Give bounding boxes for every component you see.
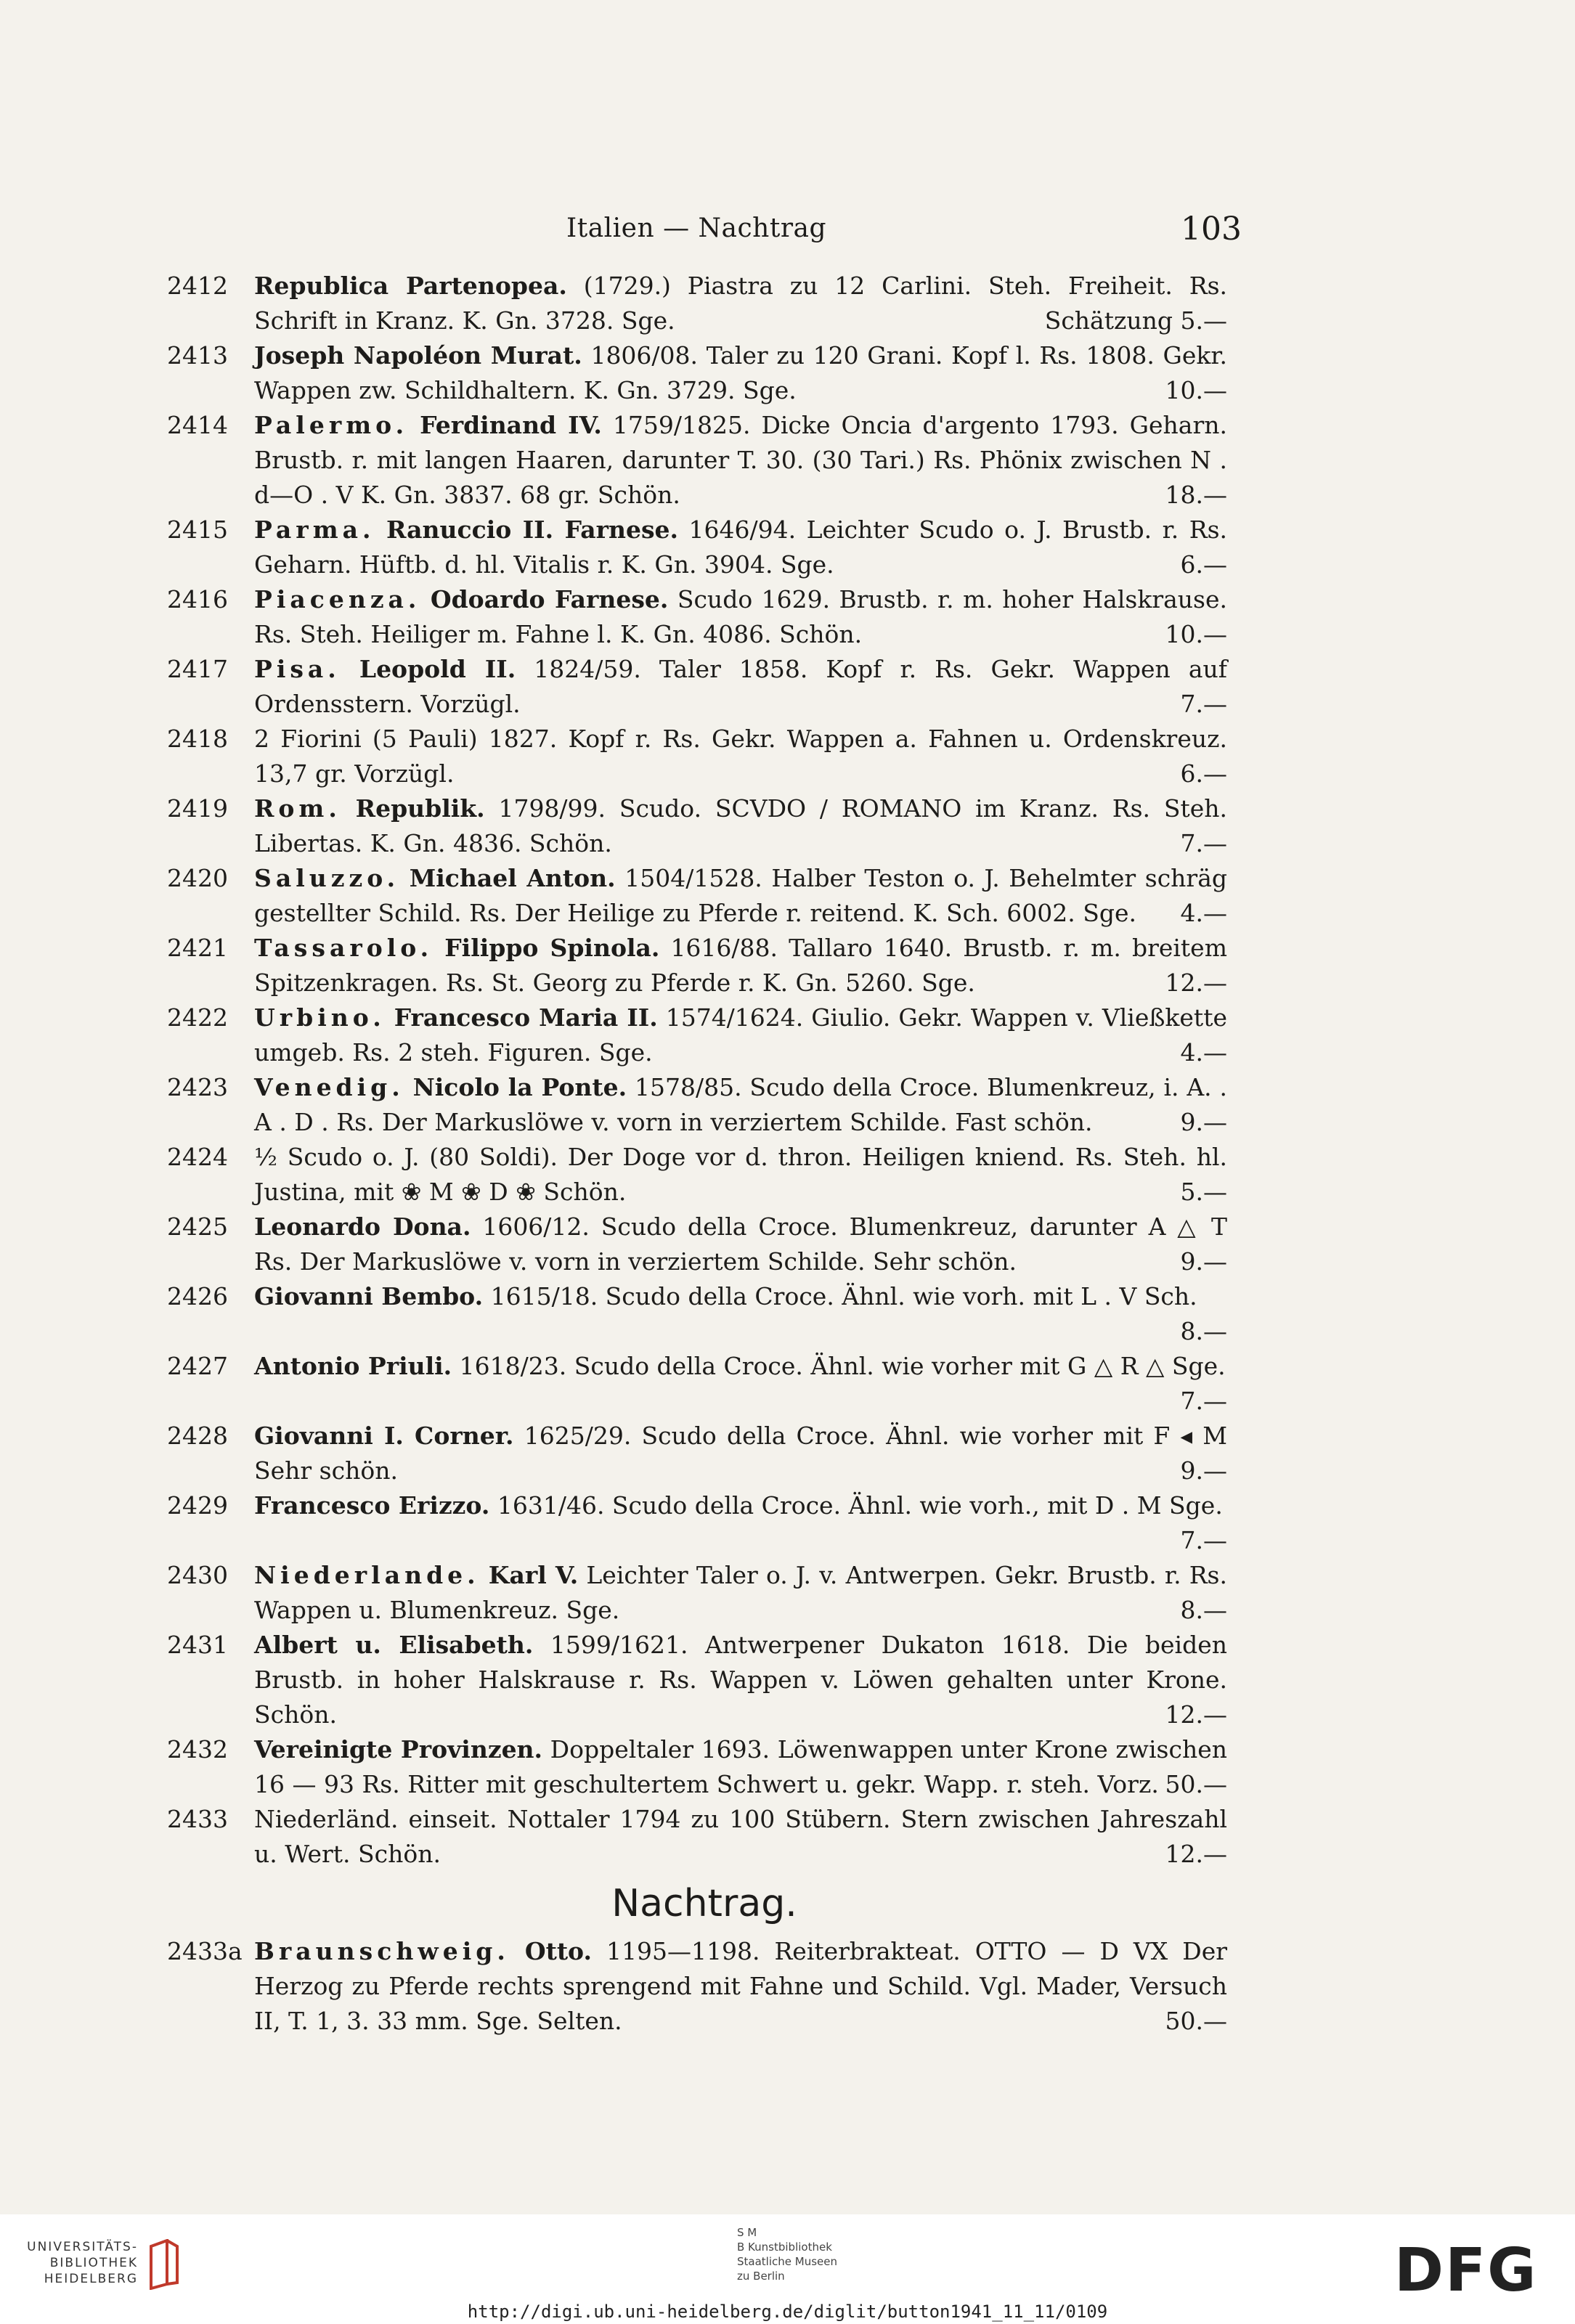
entry-description [254,1140,1227,1210]
entry-description [254,1628,1227,1732]
catalogue-entry [167,1934,1242,2039]
uni-logo-mark-icon [145,2239,182,2290]
estimate-price: 12.— [1165,1840,1227,1868]
entry-heading: Francesco Erizzo. [254,1491,490,1520]
entry-heading: Albert u. Elisabeth. [254,1631,534,1659]
catalogue-entry [167,1000,1242,1070]
catalogue-entry [167,1488,1242,1558]
estimate-price: 50.— [1165,1770,1227,1798]
catalogue-entry [167,1419,1242,1488]
catalogue-entry [167,1628,1242,1732]
lot-number: 2413 [167,341,228,370]
entry-description [254,1732,1227,1802]
catalogue-entry [167,1349,1242,1419]
catalogue-entry [167,338,1242,408]
lot-number: 2426 [167,1282,228,1310]
entry-heading: Joseph Napoléon Murat. [254,341,582,370]
lot-number: 2421 [167,934,228,962]
entry-ruler-name: Karl V. [479,1561,579,1589]
entry-heading: Pisa. [254,655,341,683]
entry-text: 1646/94. Leichter Scudo o. J. Brustb. r. Rs. Geharn. Hüftb. d. hl. Vitalis r. K. Gn. 3904. Sge. [254,515,1227,579]
catalogue-entry [167,791,1242,861]
estimate-price: 9.— [1180,1456,1227,1485]
entry-text: 1615/18. Scudo della Croce. Ähnl. wie vorh. mit L . V Sch. [483,1282,1197,1310]
entry-text: 1625/29. Scudo della Croce. Ähnl. wie vorher mit F ◂ M Sehr schön. [254,1422,1227,1485]
running-head [0,211,1575,254]
estimate-price: 7.— [1180,1526,1227,1554]
lot-number: 2414 [167,411,228,439]
entry-description [254,1349,1227,1419]
catalogue-entry [167,1210,1242,1279]
entry-text: 1606/12. Scudo della Croce. Blumenkreuz, darunter A △ T Rs. Der Markuslöwe v. vorn in verziertem Schilde. Sehr schön. [254,1212,1227,1276]
entry-description [254,338,1227,408]
estimate-price: 6.— [1180,550,1227,579]
entry-ruler-name: Odoardo Farnese. [420,585,669,613]
entry-description [254,1210,1227,1279]
estimate-price: 18.— [1165,481,1227,509]
lot-number: 2431 [167,1631,228,1659]
entry-text: Leichter Taler o. J. v. Antwerpen. Gekr. Brustb. r. Rs. Wappen u. Blumenkreuz. Sge. [254,1561,1227,1624]
entry-description [254,861,1227,931]
catalogue-entry [167,652,1242,722]
estimate-price: 8.— [1180,1596,1227,1624]
catalogue-entry [167,1732,1242,1802]
estimate-price: 7.— [1180,1387,1227,1415]
entry-heading: Parma. [254,515,375,544]
lot-number: 2425 [167,1212,228,1241]
permalink-url[interactable]: http://digi.ub.uni-heidelberg.de/diglit/button1941_11_11/0109 [467,2301,1108,2322]
lot-number: 2419 [167,794,228,823]
entry-text: 1798/99. Scudo. SCVDO / ROMANO im Kranz. Rs. Steh. Libertas. K. Gn. 4836. Schön. [254,794,1227,857]
entry-heading: Tassarolo. [254,934,434,962]
entry-heading: Giovanni I. Corner. [254,1422,514,1450]
entry-heading: Urbino. [254,1003,386,1032]
entry-text: (1729.) Piastra zu 12 Carlini. Steh. Freiheit. Rs. Schrift in Kranz. K. Gn. 3728. Sge. [254,272,1227,335]
lot-number: 2430 [167,1561,228,1589]
entry-heading: Venedig. [254,1073,404,1101]
lot-number: 2418 [167,725,228,753]
entry-text: Doppeltaler 1693. Löwenwappen unter Krone zwischen 16 — 93 Rs. Ritter mit geschultertem Schwert u. gekr. Wapp. r. steh. Vorz. [254,1735,1228,1798]
entry-ruler-name: Leopold II. [340,655,516,683]
dfg-logo[interactable]: DFG [1394,2236,1538,2305]
lot-number: 2415 [167,515,228,544]
entry-description [254,269,1227,338]
entry-text: 1824/59. Taler 1858. Kopf r. Rs. Gekr. Wappen auf Ordensstern. Vorzügl. [254,655,1227,718]
entry-text: 1806/08. Taler zu 120 Grani. Kopf l. Rs. 1808. Gekr. Wappen zw. Schildhaltern. K. Gn. 3729. Sge. [254,341,1227,404]
entry-text: 1616/88. Tallaro 1640. Brustb. r. m. breitem Spitzenkragen. Rs. St. Georg zu Pferde r. K. Gn. 5260. Sge. [254,934,1228,997]
entry-text: 1578/85. Scudo della Croce. Blumenkreuz, i. A. . A . D . Rs. Der Markuslöwe v. vorn in verziertem Schilde. Fast schön. [254,1073,1227,1136]
entry-text: 1631/46. Scudo della Croce. Ähnl. wie vorh., mit D . M Sge. [489,1491,1223,1520]
entry-description [254,931,1227,1000]
entry-ruler-name: Michael Anton. [399,864,616,892]
catalogue-entry [167,513,1242,582]
entry-description [254,582,1227,652]
uni-logo-text: UNIVERSITÄTS- BIBLIOTHEK HEIDELBERG [27,2240,138,2286]
entry-text: 1759/1825. Dicke Oncia d'argento 1793. Geharn. Brustb. r. mit langen Haaren, darunter T. 30. (30 Tari.) Rs. Phönix zwischen N . d—O . V K. Gn. 3837. 68 gr. Schön. [254,411,1228,509]
entry-description [254,1802,1227,1872]
entry-text: Scudo 1629. Brustb. r. m. hoher Halskrause. Rs. Steh. Heiliger m. Fahne l. K. Gn. 4086. Schön. [254,585,1227,648]
lot-number: 2432 [167,1735,228,1764]
estimate-price: 8.— [1180,1317,1227,1345]
lot-number: 2423 [167,1073,228,1101]
catalogue-entry [167,722,1242,791]
entry-text: 1618/23. Scudo della Croce. Ähnl. wie vorher mit G △ R △ Sge. [452,1352,1226,1380]
catalogue-entry [167,861,1242,931]
entry-heading: Republica Partenopea. [254,272,567,300]
catalogue-entries [167,269,1242,2039]
footer-bar [0,2214,1575,2324]
heidelberg-library-logo[interactable] [22,2239,189,2304]
lot-number: 2428 [167,1422,228,1450]
catalogue-entry [167,931,1242,1000]
entry-ruler-name: Filippo Spinola. [433,934,660,962]
catalogue-entry [167,1279,1242,1349]
catalogue-entry [167,1558,1242,1628]
entry-description [254,1279,1227,1349]
entry-description [254,791,1227,861]
entry-description [254,1488,1227,1558]
estimate-price: 12.— [1165,969,1227,997]
smb-kunstbibliothek-logo[interactable]: S M B Kunstbibliothek Staatliche Museen zu Berlin [737,2226,837,2283]
estimate-price: 10.— [1165,620,1227,648]
entry-text: 1599/1621. Antwerpener Dukaton 1618. Die beiden Brustb. in hoher Halskrause r. Rs. Wappen v. Löwen gehalten unter Krone. Schön. [254,1631,1228,1729]
entry-description [254,652,1227,722]
entry-text: Niederländ. einseit. Nottaler 1794 zu 100 Stübern. Stern zwischen Jahreszahl u. Wert. Schön. [254,1805,1227,1868]
catalogue-entry [167,1070,1242,1140]
catalogue-entry [167,1140,1242,1210]
estimate-price: 5.— [1180,1178,1227,1206]
lot-number: 2424 [167,1143,228,1171]
lot-number: 2429 [167,1491,228,1520]
estimate-price: 50.— [1165,2007,1227,2035]
entry-heading: Braunschweig. [254,1937,510,1965]
entry-ruler-name: Ranuccio II. Farnese. [375,515,679,544]
estimate-price: 7.— [1180,690,1227,718]
entry-heading: Saluzzo. [254,864,400,892]
entry-description [254,722,1227,791]
catalogue-entry [167,1802,1242,1872]
entry-heading: Giovanni Bembo. [254,1282,484,1310]
entry-ruler-name: Francesco Maria II. [385,1003,658,1032]
entry-ruler-name: Republik. [341,794,485,823]
lot-number: 2420 [167,864,228,892]
entry-description [254,1070,1227,1140]
estimate-price: 9.— [1180,1108,1227,1136]
entry-text: 2 Fiorini (5 Pauli) 1827. Kopf r. Rs. Gekr. Wappen a. Fahnen u. Ordenskreuz. 13,7 gr. Vorzügl. [254,725,1227,788]
entry-heading: Niederlande. [254,1561,480,1589]
catalogue-entry [167,408,1242,513]
entry-description [254,1419,1227,1488]
entry-ruler-name: Nicolo la Ponte. [404,1073,627,1101]
estimate-price: 4.— [1180,1038,1227,1067]
running-head-title: Italien — Nachtrag [566,213,827,243]
entry-heading: Leonardo Dona. [254,1212,471,1241]
entry-heading: Rom. [254,794,341,823]
entry-heading: Antonio Priuli. [254,1352,452,1380]
catalogue-entry [167,269,1242,338]
page-number: 103 [1181,211,1242,248]
entry-description [254,1558,1227,1628]
estimate-price: 6.— [1180,759,1227,788]
lot-number: 2433a [167,1937,243,1965]
estimate-price: 10.— [1165,376,1227,404]
entry-description [254,513,1227,582]
entry-text: 1574/1624. Giulio. Gekr. Wappen v. Vließkette umgeb. Rs. 2 steh. Figuren. Sge. [254,1003,1227,1067]
entry-heading: Palermo. [254,411,409,439]
estimate-price: 9.— [1180,1247,1227,1276]
lot-number: 2422 [167,1003,228,1032]
entry-text: ½ Scudo o. J. (80 Soldi). Der Doge vor d. thron. Heiligen kniend. Rs. Steh. hl. Justina, mit ❀ M ❀ D ❀ Schön. [254,1143,1227,1206]
entry-text: 1504/1528. Halber Teston o. J. Behelmter schräg gestellter Schild. Rs. Der Heilige zu Pferde r. reitend. K. Sch. 6002. Sge. [254,864,1228,927]
estimate-price: Schätzung 5.— [1044,306,1227,335]
entry-text: 1195—1198. Reiterbrakteat. OTTO — D VX Der Herzog zu Pferde rechts sprengend mit Fahne und Schild. Vgl. Mader, Versuch II, T. 1, 3. 33 mm. Sge. Selten. [254,1937,1228,2035]
entry-description [254,408,1227,513]
entry-heading: Vereinigte Provinzen. [254,1735,543,1764]
entry-heading: Piacenza. [254,585,421,613]
lot-number: 2427 [167,1352,228,1380]
lot-number: 2417 [167,655,228,683]
lot-number: 2416 [167,585,228,613]
entry-description [254,1934,1227,2039]
catalogue-entry [167,582,1242,652]
estimate-price: 12.— [1165,1700,1227,1729]
estimate-price: 4.— [1180,899,1227,927]
lot-number: 2412 [167,272,228,300]
lot-number: 2433 [167,1805,228,1833]
entry-ruler-name: Otto. [509,1937,592,1965]
estimate-price: 7.— [1180,829,1227,857]
entry-ruler-name: Ferdinand IV. [408,411,602,439]
entry-description [254,1000,1227,1070]
section-heading-nachtrag: Nachtrag. [611,1882,797,1925]
